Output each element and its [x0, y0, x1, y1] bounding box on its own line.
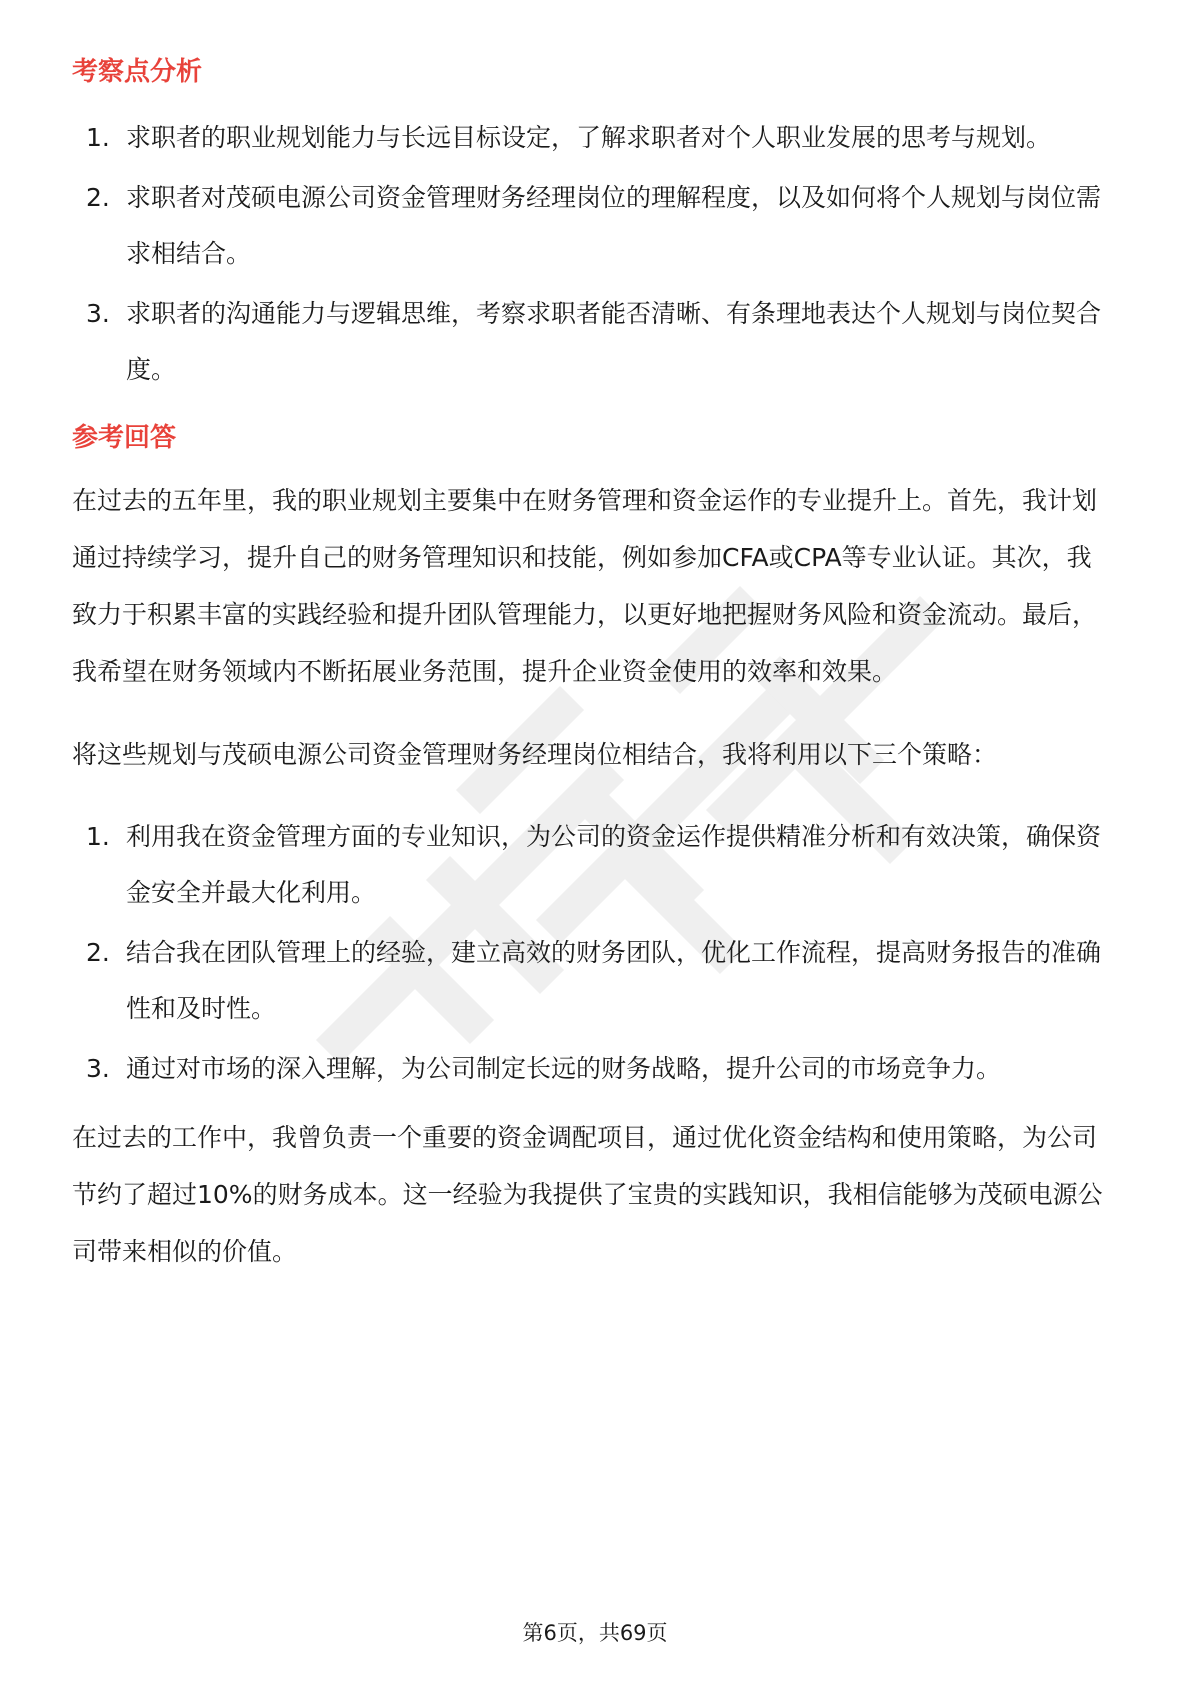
list-item-text: 结合我在团队管理上的经验，建立高效的财务团队，优化工作流程，提高财务报告的准确性和及时性。 — [126, 938, 1102, 1023]
content-area — [72, 44, 1112, 1306]
list-item-text: 通过对市场的深入理解，为公司制定长远的财务战略，提升公司的市场竞争力。 — [126, 1054, 1002, 1083]
list-item-number: 1. — [86, 123, 110, 152]
analysis-heading: 考察点分析 — [72, 57, 203, 87]
list-item-text: 求职者对茂硕电源公司资金管理财务经理岗位的理解程度，以及如何将个人规划与岗位需求相结合。 — [126, 183, 1102, 268]
list-item — [72, 286, 1112, 398]
answer-heading: 参考回答 — [72, 423, 177, 453]
strategy-list — [72, 809, 1112, 1097]
answer-paragraph-2: 将这些规划与茂硕电源公司资金管理财务经理岗位相结合，我将利用以下三个策略： — [72, 740, 998, 769]
list-item-number: 3. — [86, 299, 110, 328]
list-item-number: 2. — [86, 183, 110, 212]
analysis-list — [72, 110, 1112, 398]
list-item-number: 2. — [86, 938, 110, 967]
list-item — [72, 1041, 1112, 1097]
list-item-text: 求职者的沟通能力与逻辑思维，考察求职者能否清晰、有条理地表达个人规划与岗位契合度。 — [126, 299, 1102, 384]
list-item-number: 3. — [86, 1054, 110, 1083]
answer-paragraph-3: 在过去的工作中，我曾负责一个重要的资金调配项目，通过优化资金结构和使用策略，为公司节约了超过10%的财务成本。这一经验为我提供了宝贵的实践知识，我相信能够为茂硕电源公司带来相似的价值。 — [72, 1123, 1103, 1266]
list-item — [72, 809, 1112, 921]
answer-paragraph-1: 在过去的五年里，我的职业规划主要集中在财务管理和资金运作的专业提升上。首先，我计划通过持续学习，提升自己的财务管理知识和技能，例如参加CFA或CPA等专业认证。其次，我致力于积累丰富的实践经验和提升团队管理能力，以更好地把握财务风险和资金流动。最后，我希望在财务领域内不断拓展业务范围，提升企业资金使用的效率和效果。 — [72, 486, 1098, 686]
list-item — [72, 170, 1112, 282]
list-item — [72, 110, 1112, 166]
list-item-text: 利用我在资金管理方面的专业知识，为公司的资金运作提供精准分析和有效决策，确保资金安全并最大化利用。 — [126, 822, 1102, 907]
list-item — [72, 925, 1112, 1037]
page-number: 第6页，共69页 — [522, 1621, 668, 1645]
list-item-number: 1. — [86, 822, 110, 851]
list-item-text: 求职者的职业规划能力与长远目标设定，了解求职者对个人职业发展的思考与规划。 — [126, 123, 1052, 152]
